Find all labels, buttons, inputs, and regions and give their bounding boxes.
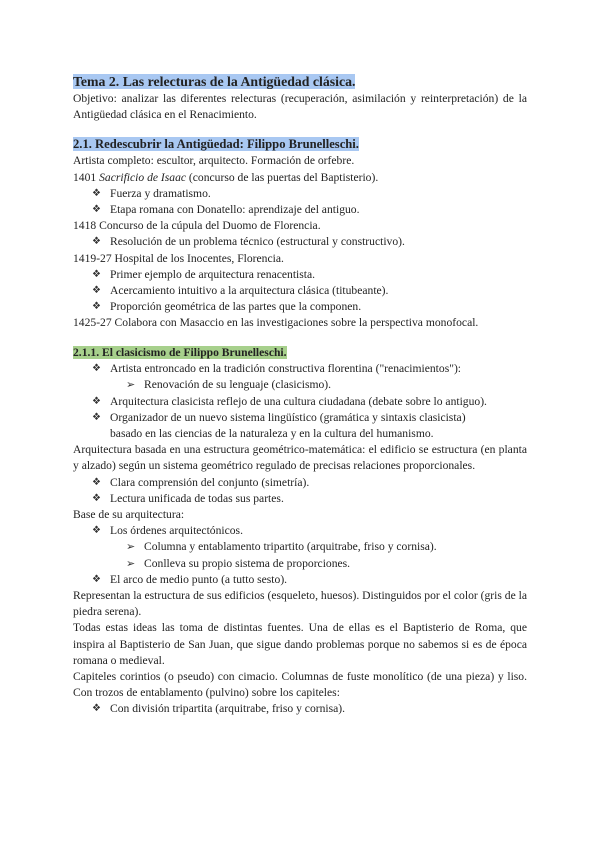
bullet-continuation: basado en las ciencias de la naturaleza y en la cultura del humanismo.	[110, 426, 434, 440]
bullet-item: ❖ El arco de medio punto (a tutto sesto).	[73, 572, 527, 588]
bullet-item: ❖ Arquitectura clasicista reflejo de una cultura ciudadana (debate sobre lo antiguo).	[73, 394, 527, 410]
text-line: Artista completo: escultor, arquitecto. Formación de orfebre.	[73, 154, 355, 168]
text-line: 1425-27 Colabora con Masaccio en las investigaciones sobre la perspectiva monofocal.	[73, 316, 479, 330]
sub-bullet-item: ➢ Renovación de su lenguaje (clasicismo).	[73, 377, 527, 393]
text-line: 1401 Sacrificio de Isaac (concurso de las puertas del Baptisterio).	[73, 170, 379, 184]
text-line: 1418 Concurso de la cúpula del Duomo de Florencia.	[73, 219, 321, 233]
bullet-item: ❖ Resolución de un problema técnico (estructural y constructivo).	[73, 234, 527, 250]
bullet-item: ❖ Primer ejemplo de arquitectura renacentista.	[73, 267, 527, 283]
bullet-item: ❖ Organizador de un nuevo sistema lingüístico (gramática y sintaxis clasicista)	[73, 410, 527, 426]
paragraph: Representan la estructura de sus edificios (esqueleto, huesos). Distinguidos por el color (gris de la piedra serena).	[73, 588, 527, 619]
sub-bullet-item: ➢ Conlleva su propio sistema de proporciones.	[73, 556, 527, 572]
artwork-title: Sacrificio de Isaac	[99, 170, 187, 184]
bullet-item: ❖ Con división tripartita (arquitrabe, friso y cornisa).	[73, 701, 527, 717]
bullet-item: ❖ Artista entroncado en la tradición constructiva florentina ("renacimientos"):	[73, 361, 527, 377]
section-heading-2-1-1: 2.1.1. El clasicismo de Filippo Brunelleschi.	[73, 345, 287, 359]
section-heading-2-1: 2.1. Redescubrir la Antigüedad: Filippo Brunelleschi.	[73, 137, 359, 152]
document-content	[73, 72, 527, 718]
paragraph: Arquitectura basada en una estructura geométrico-matemática: el edificio se estructura (en planta y alzado) según un sistema geométrico regulado de precisas relaciones proporcionales.	[73, 443, 527, 473]
bullet-item: ❖ Clara comprensión del conjunto (simetría).	[73, 475, 527, 491]
text-line: Base de su arquitectura:	[73, 507, 185, 521]
sub-bullet-item: ➢ Columna y entablamento tripartito (arquitrabe, friso y cornisa).	[73, 539, 527, 555]
page-title: Tema 2. Las relecturas de la Antigüedad clásica.	[73, 74, 356, 89]
paragraph: Capiteles corintios (o pseudo) con cimacio. Columnas de fuste monolítico (de una pieza) y liso. Con trozos de entablamento (pulvino) sobre los capiteles:	[73, 670, 527, 700]
bullet-item: ❖ Proporción geométrica de las partes que la componen.	[73, 299, 527, 315]
text-line: 1419-27 Hospital de los Inocentes, Florencia.	[73, 251, 284, 265]
bullet-item: ❖ Etapa romana con Donatello: aprendizaje del antiguo.	[73, 202, 527, 218]
bullet-item: ❖ Acercamiento intuitivo a la arquitectura clásica (titubeante).	[73, 283, 527, 299]
bullet-item: ❖ Fuerza y dramatismo.	[73, 186, 527, 202]
bullet-item: ❖ Lectura unificada de todas sus partes.	[73, 491, 527, 507]
objective-paragraph: Objetivo: analizar las diferentes relecturas (recuperación, asimilación y reinterpretación) de la Antigüedad clásica en el Renacimiento.	[73, 92, 527, 122]
paragraph: Todas estas ideas las toma de distintas fuentes. Una de ellas es el Baptisterio de Roma, que inspira al Baptisterio de San Juan, que sigue dando problemas porque no sabemos si es de época romana o medieval.	[73, 621, 527, 667]
bullet-item: ❖ Los órdenes arquitectónicos.	[73, 523, 527, 539]
